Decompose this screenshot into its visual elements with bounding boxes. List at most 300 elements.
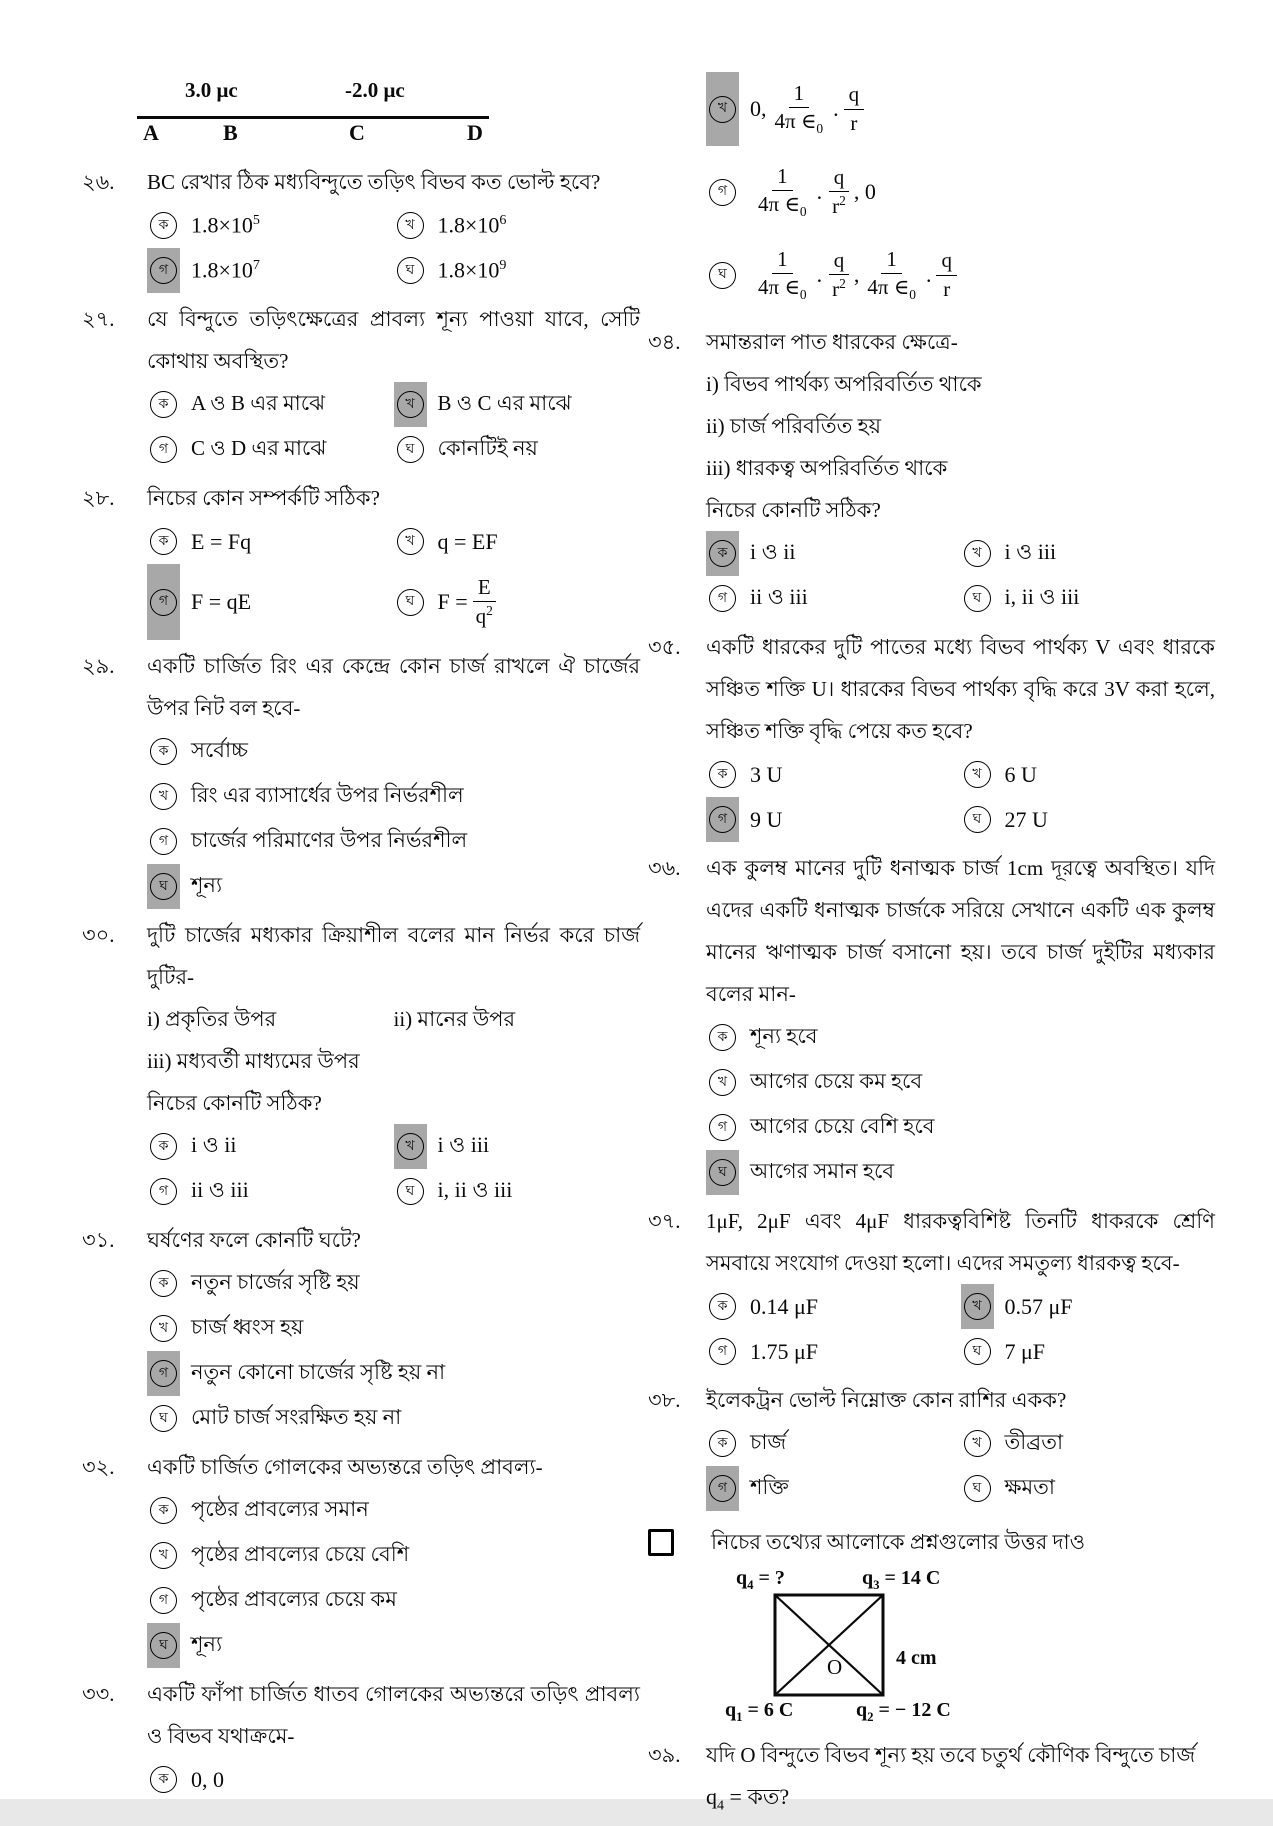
charge-q3-label: $q_3 = 14$ C	[862, 1567, 941, 1592]
option-31-ga	[147, 1351, 640, 1396]
question-30-number: ৩০.	[82, 923, 115, 947]
fraction-denominator: 4π $\in_0$	[867, 275, 916, 303]
question-37-number: ৩৭.	[648, 1209, 681, 1233]
question-28-options	[147, 519, 640, 640]
option-label: $1.8\times 10^9$	[437, 257, 507, 283]
option-marker-box	[706, 238, 739, 312]
question-36-number: ৩৬.	[648, 856, 681, 880]
option-label: ক্ষমতা	[1004, 1475, 1056, 1499]
option-label: i ও iii	[1004, 539, 1057, 564]
question-35-number: ৩৫.	[648, 635, 681, 659]
option-30-ga	[147, 1169, 394, 1214]
option-letter: গ	[150, 1360, 177, 1387]
question-37	[648, 1200, 1215, 1374]
option-35-ka	[706, 752, 961, 797]
question-29-text: একটি চার্জিত রিং এর কেন্দ্রে কোন চার্জ রাখলে ঐ চার্জের উপর নিট বল হবে-	[147, 654, 640, 720]
option-marker-box	[706, 1150, 739, 1195]
option-marker-box	[961, 1284, 994, 1329]
fraction-denominator: $r^2$	[832, 276, 846, 301]
question-30-body	[147, 914, 640, 1214]
option-label: B ও C এর মাঝে	[437, 391, 572, 415]
option-marker-box	[147, 203, 180, 248]
point-d: D	[467, 120, 483, 145]
option-letter: ঘ	[150, 1405, 177, 1432]
question-32-number: ৩২.	[82, 1455, 115, 1479]
option-label: i, ii ও iii	[437, 1177, 513, 1202]
question-39-number: ৩৯.	[648, 1743, 681, 1767]
option-label: $1.8\times 10^6$	[437, 212, 507, 238]
question-31-body	[147, 1219, 640, 1441]
option-marker-box	[706, 72, 739, 146]
statement-iii: iii) ধারকত্ব অপরিবর্তিত থাকে	[706, 456, 948, 480]
question-27-text: যে বিন্দুতে তড়িৎক্ষেত্রের প্রাবল্য শূন্য পাওয়া যাবে, সেটি কোথায় অবস্থিত?	[147, 307, 640, 373]
option-marker-box	[394, 382, 427, 427]
option-27-ga	[147, 427, 394, 472]
option-34-gha	[961, 576, 1216, 621]
option-label: 0.57 μF	[1004, 1293, 1073, 1319]
option-label: E = Fq	[191, 528, 252, 554]
option-letter: খ	[964, 1293, 991, 1320]
option-label: i, ii ও iii	[1004, 584, 1080, 609]
option-letter: ঘ	[709, 262, 736, 289]
option-letter: খ	[397, 391, 424, 418]
option-33-kha	[706, 72, 1215, 146]
question-26-options	[147, 203, 640, 293]
option-label: পৃষ্ঠের প্রাবল্যের চেয়ে কম	[191, 1587, 397, 1611]
option-36-ga	[706, 1105, 1215, 1150]
question-36-text: এক কুলম্ব মানের দুটি ধনাত্মক চার্জ 1cm দূরত্বে অবস্থিত। যদি এদের একটি ধনাত্মক চার্জকে সরিয়ে সেখানে একটি এক কুলম্ব মানের ঋণাত্মক চার্জ বসানো হয়। তবে চার্জ দুইটির মধ্যকার বলের মান-	[706, 856, 1215, 1006]
option-label: মোট চার্জ সংরক্ষিত হয় না	[191, 1405, 402, 1429]
option-32-gha	[147, 1623, 640, 1668]
question-35-text: একটি ধারকের দুটি পাতের মধ্যে বিভব পার্থক্য V এবং ধারকে সঞ্চিত শক্তি U। ধারকের বিভব পার্থক্য বৃদ্ধি করে 3V করা হলে, সঞ্চিত শক্তি বৃদ্ধি পেয়ে কত হবে?	[706, 635, 1215, 743]
option-label: চার্জের পরিমাণের উপর নির্ভরশীল	[191, 828, 468, 852]
question-38	[648, 1379, 1215, 1511]
option-38-kha	[961, 1421, 1216, 1466]
option-letter: গ	[709, 1114, 736, 1141]
option-letter: খ	[397, 1133, 424, 1160]
question-35-body	[706, 626, 1215, 842]
option-marker-box	[961, 797, 994, 842]
option-marker-box	[706, 155, 739, 229]
option-letter: ঘ	[397, 589, 424, 616]
option-36-ka	[706, 1015, 1215, 1060]
option-letter: ক	[150, 1497, 177, 1524]
option-label: নতুন কোনো চার্জের সৃষ্টি হয় না	[191, 1360, 446, 1384]
multiply-dot: .	[816, 179, 823, 204]
option-marker-box	[706, 576, 739, 621]
option-marker-box	[394, 1124, 427, 1169]
option-marker-box	[706, 1015, 739, 1060]
question-28	[82, 477, 640, 640]
fraction	[827, 247, 851, 304]
option-letter: ক	[150, 1133, 177, 1160]
option-30-ka	[147, 1124, 394, 1169]
option-marker-box	[147, 564, 180, 640]
question-34-options	[706, 531, 1215, 621]
question-28-body	[147, 477, 640, 640]
option-label: শূন্য হবে	[750, 1024, 818, 1048]
question-39-text-line2: $q_4$ = কত?	[706, 1784, 790, 1814]
option-letter: গ	[150, 1587, 177, 1614]
question-32	[82, 1446, 640, 1668]
option-marker-box	[394, 519, 427, 564]
option-letter: গ	[150, 589, 177, 616]
question-38-options	[706, 1421, 1215, 1511]
fraction	[753, 246, 812, 304]
question-35-options	[706, 752, 1215, 842]
fraction-denominator: 4π $\in_0$	[758, 192, 807, 220]
option-label-prefix: F =	[437, 589, 468, 614]
option-38-ga	[706, 1466, 961, 1511]
question-33-number: ৩৩.	[82, 1682, 115, 1706]
option-letter: খ	[964, 1430, 991, 1457]
option-marker-box	[961, 1466, 994, 1511]
fraction	[471, 574, 498, 631]
fraction-numerator: 1	[772, 163, 793, 191]
option-label: আগের চেয়ে বেশি হবে	[750, 1114, 935, 1138]
option-label: রিং এর ব্যাসার্ধের উপর নির্ভরশীল	[191, 783, 464, 807]
question-34	[648, 321, 1215, 621]
option-label: শূন্য	[191, 873, 223, 897]
fraction-numerator: q	[829, 247, 850, 275]
question-31-options	[147, 1261, 640, 1441]
option-letter: ঘ	[150, 1632, 177, 1659]
option-letter: ক	[150, 212, 177, 239]
option-marker-box	[706, 531, 739, 576]
option-37-ga	[706, 1329, 961, 1374]
question-26-body	[147, 161, 640, 293]
question-26	[82, 161, 640, 293]
option-26-ga	[147, 248, 394, 293]
option-marker-box	[706, 1284, 739, 1329]
question-37-body	[706, 1200, 1215, 1374]
option-27-gha	[394, 427, 641, 472]
option-label: i ও ii	[750, 539, 796, 564]
option-marker-box	[147, 248, 180, 293]
fraction-denominator: 4π $\in_0$	[758, 275, 807, 303]
option-28-gha	[394, 564, 641, 640]
question-29-options	[147, 729, 640, 909]
option-marker-box	[147, 382, 180, 427]
option-27-ka	[147, 382, 394, 427]
fraction	[827, 164, 851, 221]
option-33-gha	[706, 238, 1215, 312]
fraction-denominator: 4π $\in_0$	[774, 109, 824, 137]
question-32-body	[147, 1446, 640, 1668]
option-letter: ঘ	[964, 585, 991, 612]
question-29-body	[147, 645, 640, 909]
option-marker-box	[147, 1578, 180, 1623]
option-marker-box	[147, 1124, 180, 1169]
option-35-kha	[961, 752, 1216, 797]
option-label: 0, 0	[191, 1766, 224, 1792]
comma-separator: ,	[853, 262, 860, 287]
option-marker-box	[961, 531, 994, 576]
option-marker-box	[706, 752, 739, 797]
question-39-body	[706, 1734, 1215, 1826]
option-label: চার্জ ধ্বংস হয়	[191, 1315, 304, 1339]
option-marker-box	[147, 427, 180, 472]
question-33-text: একটি ফাঁপা চার্জিত ধাতব গোলকের অভ্যন্তরে তড়িৎ প্রাবল্য ও বিভব যথাক্রমে-	[147, 1682, 640, 1748]
option-label: 1.75 μF	[750, 1338, 819, 1364]
option-letter: ক	[709, 1024, 736, 1051]
question-38-number: ৩৮.	[648, 1388, 681, 1412]
option-37-gha	[961, 1329, 1216, 1374]
question-32-text: একটি চার্জিত গোলকের অভ্যন্তরে তড়িৎ প্রাবল্য-	[147, 1455, 543, 1479]
option-letter: ঘ	[397, 257, 424, 284]
option-letter: গ	[709, 585, 736, 612]
option-letter: ক	[150, 738, 177, 765]
option-label: i ও iii	[437, 1132, 490, 1157]
option-label: পৃষ্ঠের প্রাবল্যের চেয়ে বেশি	[191, 1542, 410, 1566]
option-36-kha	[706, 1060, 1215, 1105]
question-38-body	[706, 1379, 1215, 1511]
option-marker-box	[706, 1466, 739, 1511]
option-30-gha	[394, 1169, 641, 1214]
option-label-prefix: 0,	[750, 96, 767, 121]
option-letter: গ	[150, 1178, 177, 1205]
option-label: কোনটিই নয়	[437, 436, 538, 460]
question-28-number: ২৮.	[82, 486, 115, 510]
option-letter: ক	[709, 1430, 736, 1457]
option-28-ka	[147, 519, 394, 564]
option-marker-box	[706, 1329, 739, 1374]
fraction-denominator: $r^2$	[832, 193, 846, 218]
option-label: A ও B এর মাঝে	[191, 391, 326, 415]
option-label-suffix: , 0	[853, 179, 876, 204]
option-26-ka	[147, 203, 394, 248]
line-segment	[137, 116, 489, 119]
question-30-text: দুটি চার্জের মধ্যকার ক্রিয়াশীল বলের মান নির্ভর করে চার্জ দুটির-	[147, 923, 640, 989]
option-label: 0.14 μF	[750, 1293, 819, 1319]
charge-q1-label: $q_1 = 6$ C	[725, 1699, 794, 1724]
question-39	[648, 1734, 1215, 1826]
option-33-ga	[706, 155, 1215, 229]
stimulus-note	[648, 1521, 1215, 1563]
option-letter: ঘ	[150, 873, 177, 900]
question-31	[82, 1219, 640, 1441]
option-letter: গ	[150, 436, 177, 463]
option-label: চার্জ	[750, 1430, 787, 1454]
option-letter: ক	[150, 1766, 177, 1793]
option-label: 7 μF	[1004, 1338, 1046, 1364]
fraction-denominator: r	[943, 276, 951, 301]
right-column	[648, 0, 1215, 1826]
option-letter: ক	[709, 540, 736, 567]
option-letter: খ	[150, 783, 177, 810]
side-length-label: 4 cm	[896, 1647, 937, 1669]
charge-label-left: 3.0 μc	[185, 78, 238, 102]
option-letter: গ	[150, 828, 177, 855]
option-marker-box	[706, 1421, 739, 1466]
fraction-denominator: r	[850, 110, 858, 135]
question-34-text: সমান্তরাল পাত ধারকের ক্ষেত্রে-	[706, 330, 958, 354]
option-32-ga	[147, 1578, 640, 1623]
statement-i: i) বিভব পার্থক্য অপরিবর্তিত থাকে	[706, 372, 982, 396]
option-letter: খ	[709, 1069, 736, 1096]
fraction-numerator: E	[473, 574, 496, 602]
option-26-gha	[394, 248, 641, 293]
option-label: q = EF	[437, 528, 498, 554]
option-marker-box	[961, 576, 994, 621]
option-31-kha	[147, 1306, 640, 1351]
multiply-dot: .	[925, 262, 932, 287]
option-letter: খ	[964, 540, 991, 567]
question-37-options	[706, 1284, 1215, 1374]
option-label: সর্বোচ্চ	[191, 738, 248, 762]
option-label: C ও D এর মাঝে	[191, 436, 327, 460]
question-36-body	[706, 847, 1215, 1195]
option-letter: গ	[150, 257, 177, 284]
option-34-ka	[706, 531, 961, 576]
option-marker-box	[147, 1623, 180, 1668]
option-letter: ক	[709, 1293, 736, 1320]
question-37-text: 1μF, 2μF এবং 4μF ধারকত্ববিশিষ্ট তিনটি ধাকরকে শ্রেণি সমবায়ে সংযোগ দেওয়া হলো। এদের সমতুল্য ধারকত্ব হবে-	[706, 1209, 1215, 1275]
statement-ii: ii) চার্জ পরিবর্তিত হয়	[706, 414, 882, 438]
statement-i: i) প্রকৃতির উপর	[147, 1007, 277, 1031]
question-36	[648, 847, 1215, 1195]
option-letter: খ	[150, 1542, 177, 1569]
option-label: $1.8\times 10^5$	[191, 212, 260, 238]
fraction-numerator: q	[844, 81, 865, 109]
question-34-body	[706, 321, 1215, 621]
option-marker-box	[147, 774, 180, 819]
option-29-ga	[147, 819, 640, 864]
option-marker-box	[394, 203, 427, 248]
option-label: শক্তি	[750, 1475, 789, 1499]
option-label: শূন্য	[191, 1632, 223, 1656]
option-marker-box	[706, 1060, 739, 1105]
fraction-numerator: 1	[772, 246, 793, 274]
option-marker-box	[706, 1105, 739, 1150]
option-label: নতুন চার্জের সৃষ্টি হয়	[191, 1270, 360, 1294]
fraction-numerator: q	[936, 247, 957, 275]
option-label: 9 U	[750, 806, 783, 832]
option-label: ii ও iii	[750, 584, 808, 609]
statement-ii: ii) মানের উপর	[393, 1007, 516, 1031]
option-marker-box	[147, 819, 180, 864]
option-letter: খ	[397, 212, 424, 239]
option-27-kha	[394, 382, 641, 427]
option-letter: ক	[150, 528, 177, 555]
option-29-gha	[147, 864, 640, 909]
question-29	[82, 645, 640, 909]
question-36-options	[706, 1015, 1215, 1195]
question-35	[648, 626, 1215, 842]
option-label: i ও ii	[191, 1132, 237, 1157]
option-letter: গ	[709, 1475, 736, 1502]
square-charge-diagram	[723, 1569, 1143, 1729]
fraction-numerator: 1	[881, 246, 902, 274]
left-column	[82, 0, 640, 1802]
option-31-gha	[147, 1396, 640, 1441]
option-marker-box	[147, 1533, 180, 1578]
question-31-text: ঘর্ষণের ফলে কোনটি ঘটে?	[147, 1228, 361, 1252]
option-marker-box	[147, 1351, 180, 1396]
charge-label-right: -2.0 μc	[345, 78, 405, 102]
question-30-options	[147, 1124, 640, 1214]
square-diagram-figure	[773, 1593, 885, 1697]
question-30-statements	[147, 998, 640, 1040]
question-32-options	[147, 1488, 640, 1668]
option-letter: খ	[150, 1315, 177, 1342]
option-32-kha	[147, 1533, 640, 1578]
option-label: আগের চেয়ে কম হবে	[750, 1069, 923, 1093]
option-38-gha	[961, 1466, 1216, 1511]
option-label: 6 U	[1004, 761, 1037, 787]
option-35-ga	[706, 797, 961, 842]
center-o-label: O	[827, 1655, 843, 1679]
option-29-kha	[147, 774, 640, 819]
question-34-number: ৩৪.	[648, 330, 681, 354]
option-marker-box	[147, 1306, 180, 1351]
question-33-body	[147, 1673, 640, 1802]
option-letter: গ	[709, 806, 736, 833]
question-34-lead: নিচের কোনটি সঠিক?	[706, 498, 881, 522]
option-35-gha	[961, 797, 1216, 842]
option-marker-box	[394, 248, 427, 293]
point-a: A	[143, 120, 159, 145]
option-38-ka	[706, 1421, 961, 1466]
option-letter: ঘ	[397, 1178, 424, 1205]
option-marker-box	[147, 1261, 180, 1306]
option-label: পৃষ্ঠের প্রাবল্যের সমান	[191, 1497, 369, 1521]
fraction	[862, 246, 921, 304]
option-marker-box	[394, 427, 427, 472]
fraction-numerator: q	[829, 164, 850, 192]
option-marker-box	[961, 1421, 994, 1466]
question-33-formula-options	[648, 72, 1215, 312]
option-label: ii ও iii	[191, 1177, 249, 1202]
option-letter: খ	[964, 761, 991, 788]
point-c: C	[349, 120, 365, 145]
option-letter: ঘ	[964, 806, 991, 833]
question-27-body	[147, 298, 640, 472]
option-letter: ঘ	[709, 1159, 736, 1186]
fraction	[936, 247, 957, 303]
option-label: $1.8\times 10^7$	[191, 257, 260, 283]
option-marker-box	[147, 519, 180, 564]
option-29-ka	[147, 729, 640, 774]
option-letter: ঘ	[397, 436, 424, 463]
option-37-ka	[706, 1284, 961, 1329]
question-27-number: ২৭.	[82, 307, 115, 331]
question-38-text: ইলেকট্রন ভোল্ট নিম্নোক্ত কোন রাশির একক?	[706, 1388, 1067, 1412]
question-27	[82, 298, 640, 472]
question-30-lead: নিচের কোনটি সঠিক?	[147, 1091, 322, 1115]
option-label: তীব্রতা	[1004, 1430, 1064, 1454]
option-marker-box	[147, 1488, 180, 1533]
option-marker-box	[147, 729, 180, 774]
option-label: F = qE	[191, 589, 252, 614]
option-32-ka	[147, 1488, 640, 1533]
option-marker-box	[147, 1757, 180, 1802]
option-34-kha	[961, 531, 1216, 576]
option-30-kha	[394, 1124, 641, 1169]
option-37-kha	[961, 1284, 1216, 1329]
question-33	[82, 1673, 640, 1802]
option-letter: গ	[709, 179, 736, 206]
question-26-text: BC রেখার ঠিক মধ্যবিন্দুতে তড়িৎ বিভব কত ভোল্ট হবে?	[147, 170, 601, 194]
option-34-ga	[706, 576, 961, 621]
option-marker-box	[147, 1169, 180, 1214]
fraction	[770, 80, 829, 138]
option-letter: ক	[150, 1270, 177, 1297]
option-marker-box	[394, 564, 427, 640]
option-marker-box	[961, 1329, 994, 1374]
point-b: B	[223, 120, 238, 145]
question-29-number: ২৯.	[82, 654, 115, 678]
